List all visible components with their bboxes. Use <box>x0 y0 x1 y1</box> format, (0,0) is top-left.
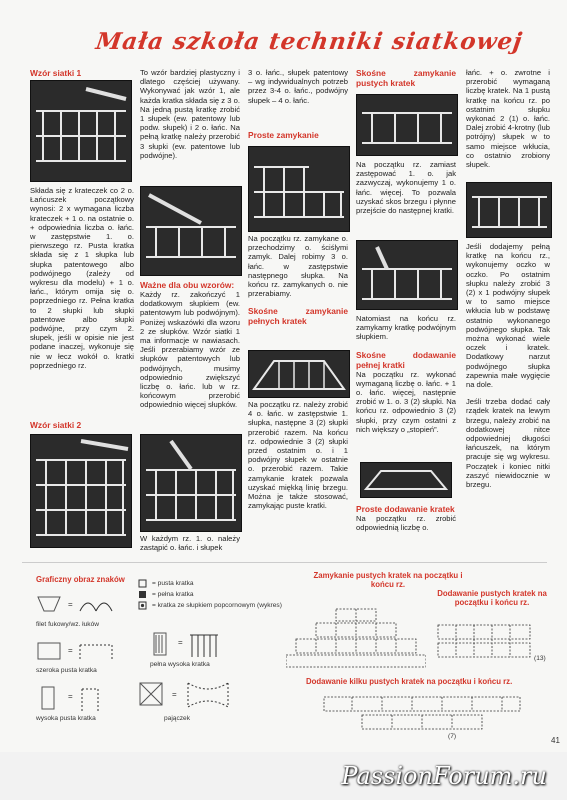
watermark-bar <box>0 752 567 800</box>
filet-label: filet fukowy/wz. łuków <box>36 621 100 628</box>
column-4-bottom <box>356 504 456 532</box>
text-pattern-2: To wzór bardziej plastyczny i dlatego częściej używany. Wykonywać jak wzór 1, ale każda kratka składa się z 3 o. Na jedną pustą kratkę zrobić 1 słupek (ew. patentowy lub podw. słupek) i 2 o. łańc. Na pełną kratkę należy przerobić 3 słupki (ew. patentowe lub podwójne). <box>140 68 240 160</box>
diagram-closing-title: Zamykanie pustych kratek na początku i końcu rz. <box>313 571 463 589</box>
diagram-adding-number: (13) <box>534 655 546 662</box>
mesh-illustration <box>361 463 451 497</box>
photo-slanted-adding <box>360 462 452 498</box>
heading-important: Ważne dla obu wzorów: <box>140 280 235 290</box>
page-title: Mała szkoła techniki siatkowej <box>94 28 525 55</box>
photo-mesh-2 <box>30 434 132 548</box>
key-empty: = pusta kratka <box>152 580 194 587</box>
tall-empty-label: wysoka pusta kratka <box>36 715 96 722</box>
heading-pattern-2: Wzór siatki 2 <box>30 420 82 430</box>
heading-pattern-1: Wzór siatki 1 <box>30 68 82 78</box>
svg-text:=: = <box>172 690 177 699</box>
photo-mesh-1 <box>30 80 132 182</box>
mesh-illustration <box>357 241 457 309</box>
diagram-adding-multiple <box>322 691 522 735</box>
column-4 <box>356 68 456 88</box>
heading-slanted-adding: Skośne dodawanie pełnej kratki <box>356 349 456 370</box>
text-simple-adding: Na początku rz. zrobić odpowiednią liczbę o. <box>356 514 456 533</box>
photo-mesh-4 <box>140 434 242 532</box>
key-squares-icon <box>138 579 148 611</box>
column-3-heading <box>248 130 348 140</box>
diagram-closing <box>286 603 426 669</box>
tall-empty-symbol-icon <box>36 685 116 713</box>
photo-simple-closing <box>248 146 350 232</box>
column-1 <box>30 68 134 78</box>
spider-symbol-icon <box>138 679 238 711</box>
text-row-adding: Jeśli trzeba dodać cały rządek kratek na lewym brzegu, należy zrobić na dodatkowej nitce odpowiedniej długości łańcuszek, na którym pracuje się wg wykresu. Początek i koniec nitki zaszyć niewidocznie w brzegu. <box>466 397 550 490</box>
column-5 <box>466 68 550 169</box>
text-full-adding: Jeśli dodajemy pełną kratkę na końcu rz., wykonujemy oczko w oczko. Po ostatnim słupku należy zrobić 3 (2) x 1 podwójny słupek w to samo miejsce wkłucia lub w podstawę ostatnio wykonanego podwójnego słupka. Tak można wykonać wiele oczek i kratek. Dodatkowy narzut podwójnego słupka zapewnia małe wygięcie na dole. <box>466 242 550 390</box>
svg-text:=: = <box>68 646 73 655</box>
photo-slanted-empty-2 <box>356 240 458 310</box>
spider-label: pajączek <box>164 715 191 722</box>
mesh-illustration <box>467 183 551 237</box>
heading-slanted-empty: Skośne zamykanie pustych kratek <box>356 68 456 88</box>
legend-title: Graficzny obraz znaków <box>36 575 125 584</box>
photo-slanted-full <box>248 350 350 398</box>
column-4-text <box>356 160 456 215</box>
text-adding-end: łańc. + o. zwrotne i przerobić wymaganą liczbę kratek. Na 1 pustą kratkę na końcu rz. po ostatnim słupku wykonać 2 (1) o. łańc. Dalej zrobić 4-krotny (lub potrójny) słupek w to samo miejsce wkłucia, co ostatnio zrobiony słupek. <box>466 68 550 170</box>
column-3 <box>248 68 348 105</box>
mesh-illustration <box>31 81 131 181</box>
svg-text:=: = <box>178 638 183 647</box>
text-important: Każdy rz. zakończyć 1 dodatkowym słupkiem (ew. patentowym lub podwójnym). Poniżej wskazówki dla wzoru 2 ze słupków. Wzór siatki 1 ma informacje w nawiasach. Jeśli przerabiamy wzór ze słupków patentowych lub podwójnych, musimy odpowiednio zwiększyć liczbę o. łańc. lub w rz. końcowym przerobić odpowiednio więcej słupków. <box>140 290 240 410</box>
column-2-text <box>140 280 240 410</box>
full-tall-symbol-icon <box>152 631 232 659</box>
heading-slanted-full: Skośne zamykanie pełnych kratek <box>248 306 348 327</box>
column-1-heading-2 <box>30 420 134 430</box>
text-slanted-full: Na początku rz. należy zrobić 4 o. łańc. w zastępstwie 1. słupka, następne 3 (2) słupki przerobić razem. Na końcu rz. odpowiednie 3 (2) słupki przed ostatnim o. i 1 podwójny słupek w ostatnie o. przerobić razem. Takie zamykanie kratek pozwala uzyskać miękką linię brzegu. Można je także stosować, zamykając puste kratki. <box>248 400 348 511</box>
mesh-illustration <box>249 351 349 397</box>
full-tall-label: pełna wysoka kratka <box>150 661 210 668</box>
mesh-illustration <box>249 147 349 231</box>
text-pattern-1: Składa się z krateczek co 2 o. Łańcuszek początkowy wynosi: 2 x wymagana liczba krateczek + 1 o. na ostatnie o. + odpowiednia liczba o. łańc. w zastępstwie 1. o. pierwszego rz. Pusta kratka składa się z 1 słupka lub słupka patentowego albo podwójnego (zależy od wykresu dla modelu) + 1 o. łańc., którym omija się o. poprzedniego rz. Pełna kratka to 2 słupki lub słupki patentowe albo słupki podwójne, przy czym 2. słupek, jeśli w opisie nie jest podane inaczej, wykonuje się nie w łecz wokół o. kratki poprzedniego rz. <box>30 186 134 370</box>
column-2 <box>140 68 240 160</box>
diagram-adding <box>436 621 532 665</box>
symbols-legend <box>22 562 547 753</box>
diagram-adding-title: Dodawanie pustych kratek na początku i końcu rz. <box>437 589 547 607</box>
text-closing-double: Natomiast na końcu rz. zamykamy kratkę podwójnym słupkiem. <box>356 314 456 342</box>
heading-simple-adding: Proste dodawanie kratek <box>356 504 455 514</box>
heading-simple-closing: Proste zamykanie <box>248 130 319 140</box>
text-simple-closing: Na początku rz. zamykane o. przechodzimy o. ściślymi zamyk. Dalej robimy 3 o. łańc. w zastępstwie następnego słupka. Na końcu rz. zamykanych o. nie przerabiamy. <box>248 234 348 299</box>
key-popcorn: = kratka ze słupkiem popcornowym (wykres) <box>152 602 282 609</box>
column-5-text <box>466 242 550 489</box>
text-chain: 3 o. łańc., słupek patentowy – wg indywidualnych potrzeb przez 3-4 o. łańc., podwójny słupek – 4 o. łańc. <box>248 68 348 105</box>
mesh-illustration <box>141 435 241 531</box>
watermark-text: PassionForum.ru <box>341 762 547 790</box>
svg-text:=: = <box>68 692 73 701</box>
svg-text:=: = <box>68 600 73 609</box>
photo-mesh-3 <box>140 186 242 276</box>
wide-empty-label: szeroka pusta kratka <box>36 667 97 674</box>
key-full: = pełna kratka <box>152 591 194 598</box>
column-3-bottom <box>248 400 348 510</box>
text-each-row: W każdym rz. 1. o. należy zastąpić o. łańc. i słupek <box>140 534 240 553</box>
text-slanted-adding: Na początku rz. wykonać wymaganą liczbę o. łańc. + 1 o. łańc. więcej, następnie zrobić w 1. o. 3 (2) słupki. Na końcu rz. odpowiednio 3 (2) słupki, przy czym ostatni z nich większy o „stopień”. <box>356 369 456 434</box>
diagram-adding-multiple-number: (7) <box>448 733 457 740</box>
wide-empty-symbol-icon <box>36 639 116 665</box>
photo-adding-end <box>466 182 552 238</box>
mesh-illustration <box>357 95 457 155</box>
photo-slanted-empty <box>356 94 458 156</box>
column-3-text <box>248 234 348 326</box>
diagram-adding-multiple-title: Dodawanie kilku pustych kratek na początku i końcu rz. <box>306 677 513 686</box>
column-4-text-2 <box>356 314 456 434</box>
text-slanted-empty: Na początku rz. zamiast zastępować 1. o. jak zazwyczaj, wykonujemy 1 o. łańc. więcej. To pozwala uzyskać skos brzegu i płynne przejście do następnej kratki. <box>356 160 456 216</box>
column-2-bottom <box>140 534 240 552</box>
page-number: 41 <box>551 736 560 745</box>
filet-symbol-icon <box>36 593 116 619</box>
mesh-illustration <box>31 435 131 547</box>
column-1-text <box>30 186 134 370</box>
mesh-illustration <box>141 187 241 275</box>
